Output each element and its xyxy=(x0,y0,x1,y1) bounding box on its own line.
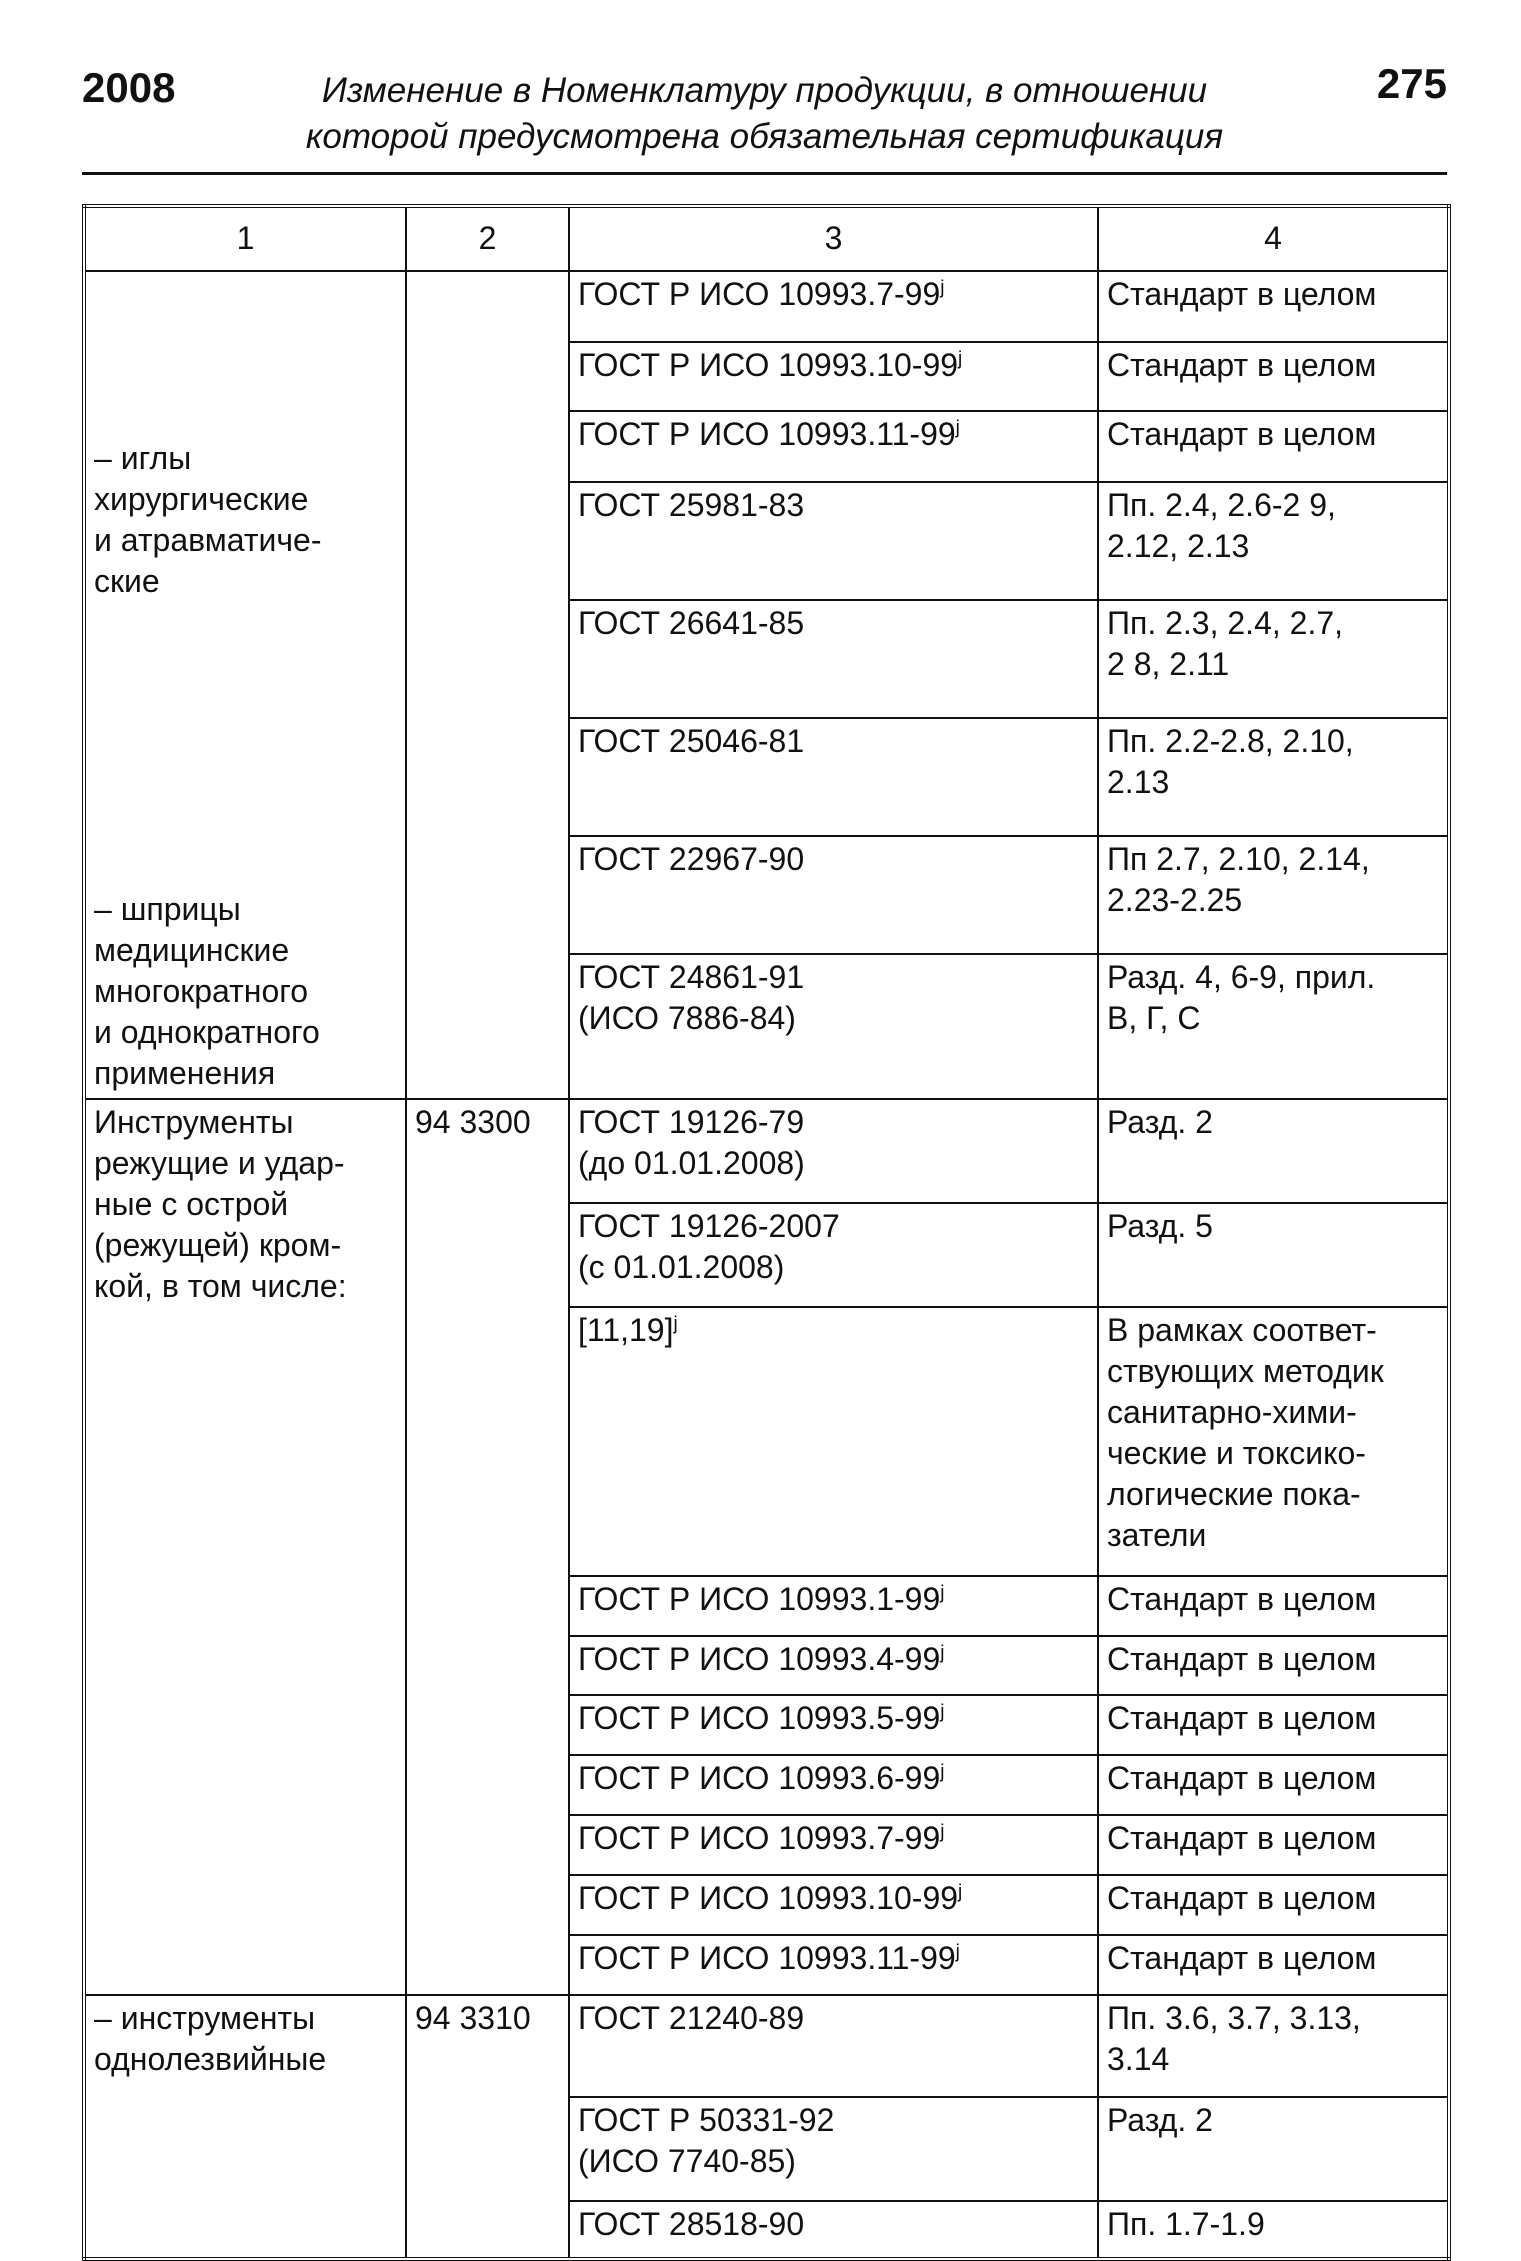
okp-code-cell xyxy=(406,1995,569,2259)
standard-text: (до 01.01.2008) xyxy=(578,1145,805,1181)
product-name-line: – шприцы xyxy=(94,891,241,927)
scope-cell xyxy=(1098,482,1449,600)
standard-cell xyxy=(569,1875,1098,1935)
standard-line xyxy=(578,1206,1089,1247)
page-header xyxy=(82,50,1447,170)
product-name-line: медицинские xyxy=(94,932,290,968)
standard-line xyxy=(578,998,1089,1039)
standard-cell xyxy=(569,1636,1098,1695)
standard-cell xyxy=(569,482,1098,600)
scope-line: Стандарт в целом xyxy=(1107,276,1377,312)
product-name-line: и однократного xyxy=(94,1014,320,1050)
standard-cell xyxy=(569,1695,1098,1755)
scope-cell xyxy=(1098,1695,1449,1755)
scope-line: Пп. 3.6, 3.7, 3.13, xyxy=(1107,2000,1361,2036)
standard-cell xyxy=(569,1995,1098,2097)
table-row xyxy=(84,1099,1449,1203)
product-name-line: применения xyxy=(94,1055,276,1091)
standard-cell xyxy=(569,718,1098,836)
header-title-line-1: Изменение в Номенклатуру продукции, в отношении xyxy=(321,71,1208,110)
scope-line: Стандарт в целом xyxy=(1107,1581,1377,1617)
footnote-mark: j xyxy=(940,1821,945,1843)
standard-text: ГОСТ 24861-91 xyxy=(578,959,805,996)
table-row xyxy=(84,1995,1449,2097)
product-name-line: многократного xyxy=(94,973,309,1009)
scope-cell xyxy=(1098,2201,1449,2259)
scope-line: Стандарт в целом xyxy=(1107,346,1377,383)
product-name-line: ские xyxy=(94,563,160,599)
header-title xyxy=(242,68,1287,160)
standard-text: (ИСО 7740-85) xyxy=(578,2143,796,2179)
standard-cell xyxy=(569,2097,1098,2201)
scope-cell xyxy=(1098,1099,1449,1203)
product-name-line xyxy=(94,315,397,356)
okp-code: 94 3300 xyxy=(415,1104,531,1140)
scope-line: Стандарт в целом xyxy=(1107,1700,1377,1736)
scope-line: Разд. 4, 6-9, прил. xyxy=(1107,959,1376,996)
product-name-line xyxy=(94,397,397,438)
footnote-mark: j xyxy=(958,347,963,369)
scope-line: Пп. 2.3, 2.4, 2.7, xyxy=(1107,604,1344,641)
standard-line xyxy=(578,1998,1089,2039)
standard-text: ГОСТ Р ИСО 10993.5-99 xyxy=(578,1700,941,1736)
scope-cell xyxy=(1098,2097,1449,2201)
standard-cell xyxy=(569,2201,1098,2259)
scope-cell xyxy=(1098,1576,1449,1636)
footnote-mark: j xyxy=(958,1881,963,1903)
standard-cell xyxy=(569,1935,1098,1995)
scope-cell xyxy=(1098,600,1449,718)
standard-cell xyxy=(569,836,1098,954)
standard-text: ГОСТ Р ИСО 10993.10-99 xyxy=(578,346,959,383)
standard-line xyxy=(578,1818,1089,1859)
standard-line xyxy=(578,2100,1089,2141)
standard-line xyxy=(578,603,1089,644)
standard-line xyxy=(578,1938,1089,1979)
scope-cell xyxy=(1098,1755,1449,1815)
scope-cell xyxy=(1098,1875,1449,1935)
standard-text: ГОСТ Р ИСО 10993.7-99 xyxy=(578,1820,941,1856)
standard-line xyxy=(578,721,1089,762)
standard-text: ГОСТ Р ИСО 10993.7-99 xyxy=(578,276,941,312)
product-name-line xyxy=(94,848,397,889)
column-header-2: 2 xyxy=(406,206,569,271)
product-name-line: – инструменты xyxy=(94,2000,316,2036)
scope-cell xyxy=(1098,718,1449,836)
standard-cell xyxy=(569,271,1098,342)
standard-cell xyxy=(569,600,1098,718)
product-name-line xyxy=(94,356,397,397)
standard-text: ГОСТ Р ИСО 10993.6-99 xyxy=(578,1760,941,1796)
product-name-line xyxy=(94,766,397,807)
scope-line: Пп 2.7, 2.10, 2.14, xyxy=(1107,841,1370,878)
product-name-cell xyxy=(84,271,406,1099)
scope-line: В рамках соответ- xyxy=(1107,1312,1377,1348)
product-name-line xyxy=(94,725,397,766)
product-name-line xyxy=(94,807,397,848)
standard-line xyxy=(578,414,1089,455)
okp-code: 94 3310 xyxy=(415,2000,531,2036)
product-name-line: кой, в том числе: xyxy=(94,1268,347,1304)
table-row xyxy=(84,271,1449,342)
product-name-line xyxy=(94,602,397,643)
standard-text: [11,19] xyxy=(578,1312,674,1348)
standard-line xyxy=(578,1102,1089,1143)
product-name-line xyxy=(94,274,397,315)
scope-line: логические пока- xyxy=(1107,1476,1361,1512)
scope-line: Разд. 2 xyxy=(1107,1104,1213,1140)
standard-text: ГОСТ Р ИСО 10993.11-99 xyxy=(578,1940,956,1976)
page-number: 275 xyxy=(1376,60,1447,107)
scope-cell xyxy=(1098,1307,1449,1576)
standard-cell xyxy=(569,1099,1098,1203)
standard-text: (ИСО 7886-84) xyxy=(578,1000,796,1037)
scope-line: В, Г, С xyxy=(1107,1000,1201,1037)
standard-text: ГОСТ Р ИСО 10993.1-99 xyxy=(578,1581,941,1617)
scope-cell xyxy=(1098,1935,1449,1995)
scope-cell xyxy=(1098,411,1449,482)
standard-text: ГОСТ 28518-90 xyxy=(578,2206,805,2242)
header-rule xyxy=(82,172,1447,175)
scope-line: ствующих методик xyxy=(1107,1353,1384,1389)
standard-text: ГОСТ 21240-89 xyxy=(578,2000,805,2036)
footnote-mark: j xyxy=(940,1582,945,1604)
scope-line: 2.23-2.25 xyxy=(1107,882,1243,919)
standard-text: ГОСТ 19126-79 xyxy=(578,1104,805,1140)
standard-line xyxy=(578,1310,1089,1351)
scope-line: Разд. 2 xyxy=(1107,2102,1213,2138)
scope-line: Стандарт в целом xyxy=(1107,1760,1377,1796)
standard-text: ГОСТ Р ИСО 10993.10-99 xyxy=(578,1880,959,1916)
scope-line: Пп. 1.7-1.9 xyxy=(1107,2206,1265,2242)
okp-code-cell xyxy=(406,271,569,1099)
scope-line: Стандарт в целом xyxy=(1107,1641,1377,1677)
scope-line: Пп. 2.4, 2.6-2 9, xyxy=(1107,486,1336,523)
scope-line: 2 8, 2.11 xyxy=(1107,645,1230,682)
footnote-mark: j xyxy=(955,417,960,439)
standard-line xyxy=(578,345,1089,386)
standard-line xyxy=(578,485,1089,526)
product-name-line: однолезвийные xyxy=(94,2041,327,2077)
table-body xyxy=(84,206,1449,2259)
scope-cell xyxy=(1098,1636,1449,1695)
standard-line xyxy=(578,1639,1089,1680)
standard-line xyxy=(578,1143,1089,1184)
scope-line: Пп. 2.2-2.8, 2.10, xyxy=(1107,722,1354,759)
standard-text: ГОСТ 19126-2007 xyxy=(578,1208,840,1244)
footnote-mark: j xyxy=(955,1941,960,1963)
scope-line: 2.12, 2.13 xyxy=(1107,527,1250,564)
product-name-line: (режущей) кром- xyxy=(94,1227,342,1263)
product-name-line: режущие и удар- xyxy=(94,1145,345,1181)
footnote-mark: j xyxy=(940,1701,945,1723)
standard-line xyxy=(578,1579,1089,1620)
standard-cell xyxy=(569,411,1098,482)
scope-line: Стандарт в целом xyxy=(1107,1880,1377,1916)
standard-cell xyxy=(569,342,1098,411)
product-name-line: ные с острой xyxy=(94,1186,289,1222)
scope-line: 2.13 xyxy=(1107,763,1170,800)
scope-line: Стандарт в целом xyxy=(1107,1940,1377,1976)
product-name-line: Инструменты xyxy=(94,1104,294,1140)
column-header-1: 1 xyxy=(84,206,406,271)
footnote-mark: j xyxy=(940,277,945,299)
scope-line: Разд. 5 xyxy=(1107,1208,1213,1244)
standard-line xyxy=(578,2204,1089,2245)
standard-line xyxy=(578,1878,1089,1919)
product-name-line: хирургические xyxy=(94,481,309,517)
scope-line: затели xyxy=(1107,1517,1207,1553)
column-header-3: 3 xyxy=(569,206,1098,271)
product-name-line xyxy=(94,643,397,684)
standard-cell xyxy=(569,1307,1098,1576)
scope-cell xyxy=(1098,1203,1449,1307)
standard-cell xyxy=(569,954,1098,1099)
product-name-line: – иглы xyxy=(94,440,192,476)
column-header-4: 4 xyxy=(1098,206,1449,271)
standard-line xyxy=(578,274,1089,315)
header-year: 2008 xyxy=(82,64,176,111)
standard-cell xyxy=(569,1815,1098,1875)
scope-line: санитарно-хими- xyxy=(1107,1394,1357,1430)
standard-line xyxy=(578,957,1089,998)
standard-cell xyxy=(569,1755,1098,1815)
footnote-mark: j xyxy=(940,1761,945,1783)
standard-text: ГОСТ Р 50331-92 xyxy=(578,2102,835,2138)
standard-line xyxy=(578,2141,1089,2182)
standard-text: ГОСТ 25046-81 xyxy=(578,722,805,759)
scope-cell xyxy=(1098,1815,1449,1875)
standard-text: ГОСТ 22967-90 xyxy=(578,841,805,878)
okp-code-cell xyxy=(406,1099,569,1995)
standard-cell xyxy=(569,1203,1098,1307)
standard-cell xyxy=(569,1576,1098,1636)
nomenclature-table xyxy=(82,204,1451,2261)
header-title-line-2: которой предусмотрена обязательная сертификация xyxy=(305,117,1224,156)
standard-line xyxy=(578,839,1089,880)
scope-cell xyxy=(1098,954,1449,1099)
scope-cell xyxy=(1098,1995,1449,2097)
table-header-row xyxy=(84,206,1449,271)
scope-line: ческие и токсико- xyxy=(1107,1435,1366,1471)
product-name-line: и атравматиче- xyxy=(94,522,322,558)
scope-cell xyxy=(1098,342,1449,411)
standard-text: ГОСТ 25981-83 xyxy=(578,486,805,523)
footnote-mark: j xyxy=(673,1313,678,1335)
product-name-line xyxy=(94,684,397,725)
standard-text: ГОСТ Р ИСО 10993.4-99 xyxy=(578,1641,941,1677)
footnote-mark: j xyxy=(940,1642,945,1664)
standard-text: ГОСТ Р ИСО 10993.11-99 xyxy=(578,416,956,453)
standard-text: (с 01.01.2008) xyxy=(578,1249,785,1285)
scope-line: Стандарт в целом xyxy=(1107,416,1377,453)
scope-line: Стандарт в целом xyxy=(1107,1820,1377,1856)
standard-text: ГОСТ 26641-85 xyxy=(578,604,805,641)
standard-line xyxy=(578,1698,1089,1739)
standard-line xyxy=(578,1247,1089,1288)
standard-line xyxy=(578,1758,1089,1799)
scope-cell xyxy=(1098,836,1449,954)
scope-line: 3.14 xyxy=(1107,2041,1170,2077)
product-name-cell xyxy=(84,1099,406,1995)
scope-cell xyxy=(1098,271,1449,342)
product-name-cell xyxy=(84,1995,406,2259)
